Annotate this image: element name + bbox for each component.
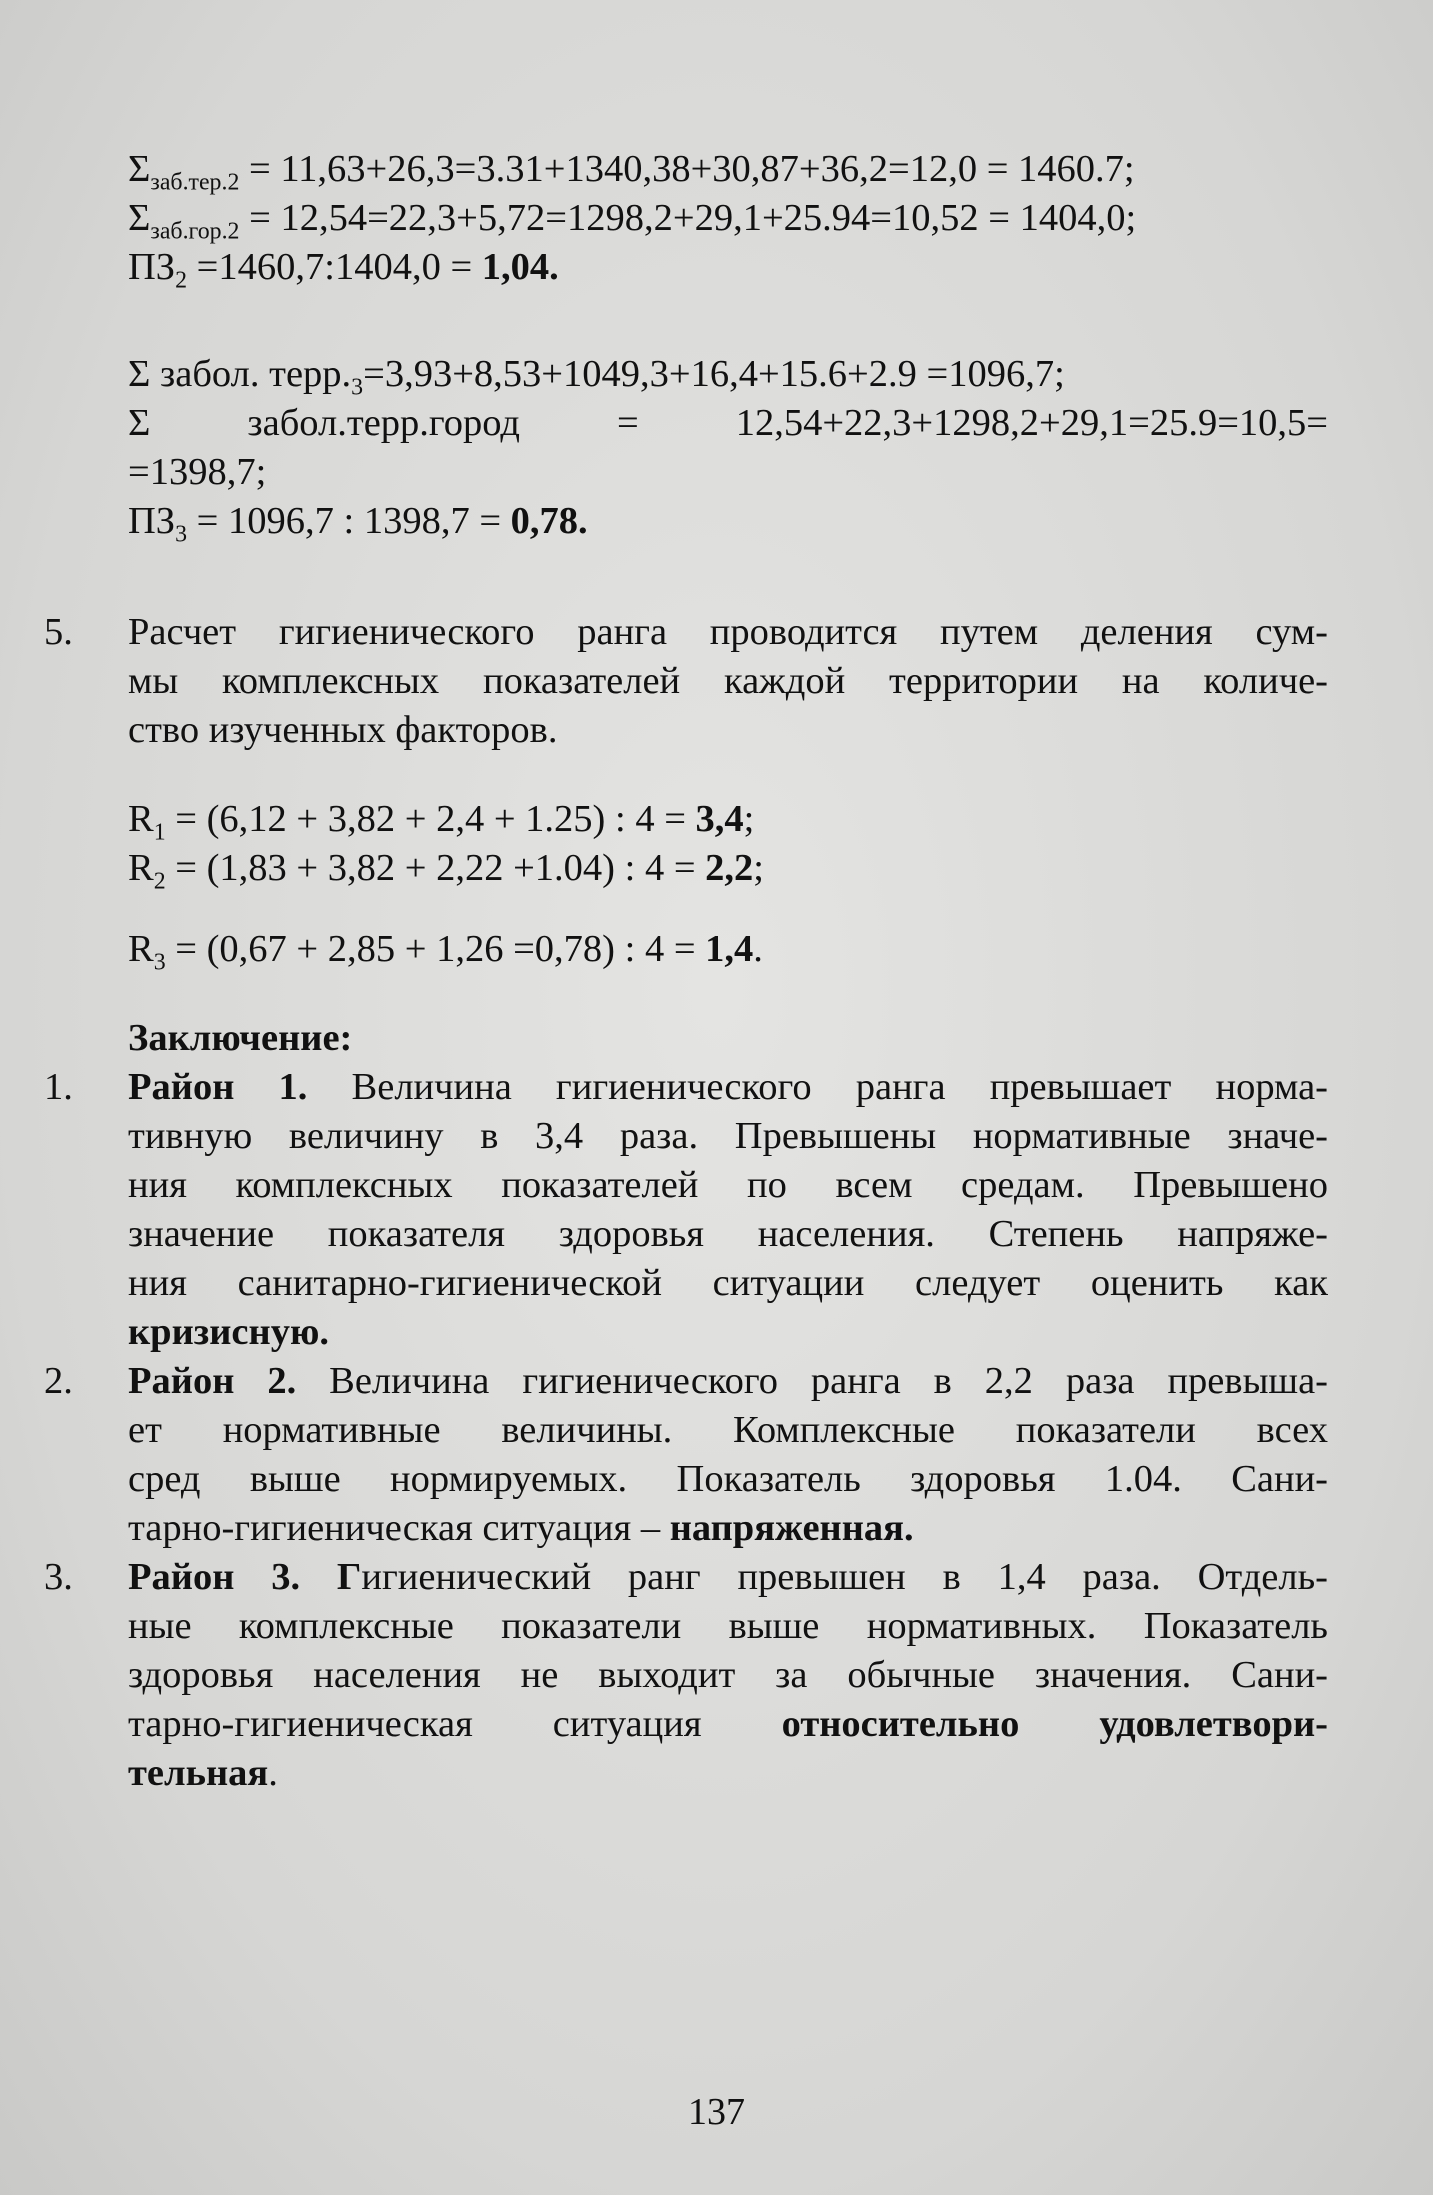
paragraph-line [128,1210,1328,1259]
paragraph-line [128,1602,1328,1651]
bold-text: Район 3. Г [128,1556,362,1598]
paragraph-line [128,1063,1328,1112]
formula-rank-3: $R_3 = (0,67 + 2,85 + 1,26 =0,78)$ : 4 = 1,4. [128,928,763,976]
conclusion-heading: Заключение: [128,1017,353,1059]
text-run: . [268,1752,278,1794]
paragraph-line [128,1700,1328,1749]
formula-sum-city-3: Σ забол.терр.город = 12,54+22,3+1298,2+29,1=25.9=10,5= [128,402,1328,444]
formula-pz-3: $ПЗ_3 = 1096,7$ : 1398,7 = 0,78. [128,500,588,548]
paragraph-line [128,1259,1328,1308]
conclusion-list [44,1063,1328,1798]
formula-pz-2: $ПЗ_2$ =1460,7:1404,0 = 1,04. [128,246,559,294]
bold-text: относительно удовлетвори- [781,1703,1328,1745]
text-run: здоровья населения не выходит за обычные значения. Сани- [128,1654,1328,1696]
list-number: 5. [44,611,73,653]
list-item-5 [44,608,1328,755]
conclusion-item-3 [44,1553,1328,1798]
paragraph-line: Расчет гигиенического ранга проводится путем деления сум- [128,611,1328,653]
paragraph-line: ство изученных факторов. [128,709,558,751]
text-run: сред выше нормируемых. Показатель здоровья 1.04. Сани- [128,1458,1328,1500]
bold-text: тельная [128,1752,269,1794]
bold-text: напряженная. [669,1507,914,1549]
formula-sum-territory-2: $\Sigma_{заб.тер.2} = 11,63+26,3=3.31+1340,38+30,87+36,2=12,0 = 1460.7$; [128,148,1135,196]
paragraph-line [128,1112,1328,1161]
formula-sum-city-2: $\Sigma_{заб.гор.2} = 12,54=22,3+5,72=1298,2+29,1+25.94=10,52 = 1404,0$; [128,197,1137,245]
text-run: тарно-гигиеническая ситуация [128,1703,782,1745]
text-run: Величина гигиенического ранга в 2,2 раза превыша- [296,1360,1328,1402]
paragraph-line [128,1553,1328,1602]
text-run: игиенический ранг превышен в 1,4 раза. Отдель- [361,1556,1328,1598]
paragraph-line [128,1357,1328,1406]
paragraph-line [128,1651,1328,1700]
list-number: 3. [44,1556,73,1598]
paragraph-line: мы комплексных показателей каждой территории на количе- [128,660,1328,702]
paragraph-line [128,1455,1328,1504]
conclusion-item-1 [44,1063,1328,1357]
text-run: значение показателя здоровья населения. Степень напряже- [128,1213,1328,1255]
page-content [44,145,1328,1798]
conclusion-item-2 [44,1357,1328,1553]
paragraph-line [128,1749,1328,1798]
text-run: ния комплексных показателей по всем средам. Превышено [128,1164,1328,1206]
text-run: ет нормативные величины. Комплексные показатели всех [128,1409,1328,1451]
bold-text: Район 2. [128,1360,297,1402]
text-run: тарно-гигиеническая ситуация – [128,1507,670,1549]
list-number: 2. [44,1360,73,1402]
text-run: ния санитарно-гигиенической ситуации следует оценить как [128,1262,1328,1304]
formula-rank-2: $R_2 = (1,83 + 3,82 + 2,22 +1.04)$ : 4 = 2,2; [128,847,764,895]
text-run: тивную величину в 3,4 раза. Превышены нормативные значе- [128,1115,1328,1157]
paragraph-line [128,1406,1328,1455]
paragraph-line [128,1308,1328,1357]
bold-text: кризисную. [128,1311,329,1353]
paragraph-line [128,1504,1328,1553]
paragraph-line [128,1161,1328,1210]
formula-sum-territory-3: Σ забол. $терр._3=3,93+8,53+1049,3+16,4+15.6+2.9 =1096,7$; [128,353,1065,401]
bold-text: Район 1. [128,1066,308,1108]
text-run: Величина гигиенического ранга превышает норма- [307,1066,1328,1108]
formula-rank-1: $R_1 = (6,12 + 3,82 + 2,4 + 1.25)$ : 4 = 3,4; [128,798,755,846]
list-number: 1. [44,1066,73,1108]
formula-sum-city-3-cont: =1398,7; [128,451,267,493]
text-run: ные комплексные показатели выше нормативных. Показатель [128,1605,1328,1647]
page-number: 137 [688,2091,745,2133]
